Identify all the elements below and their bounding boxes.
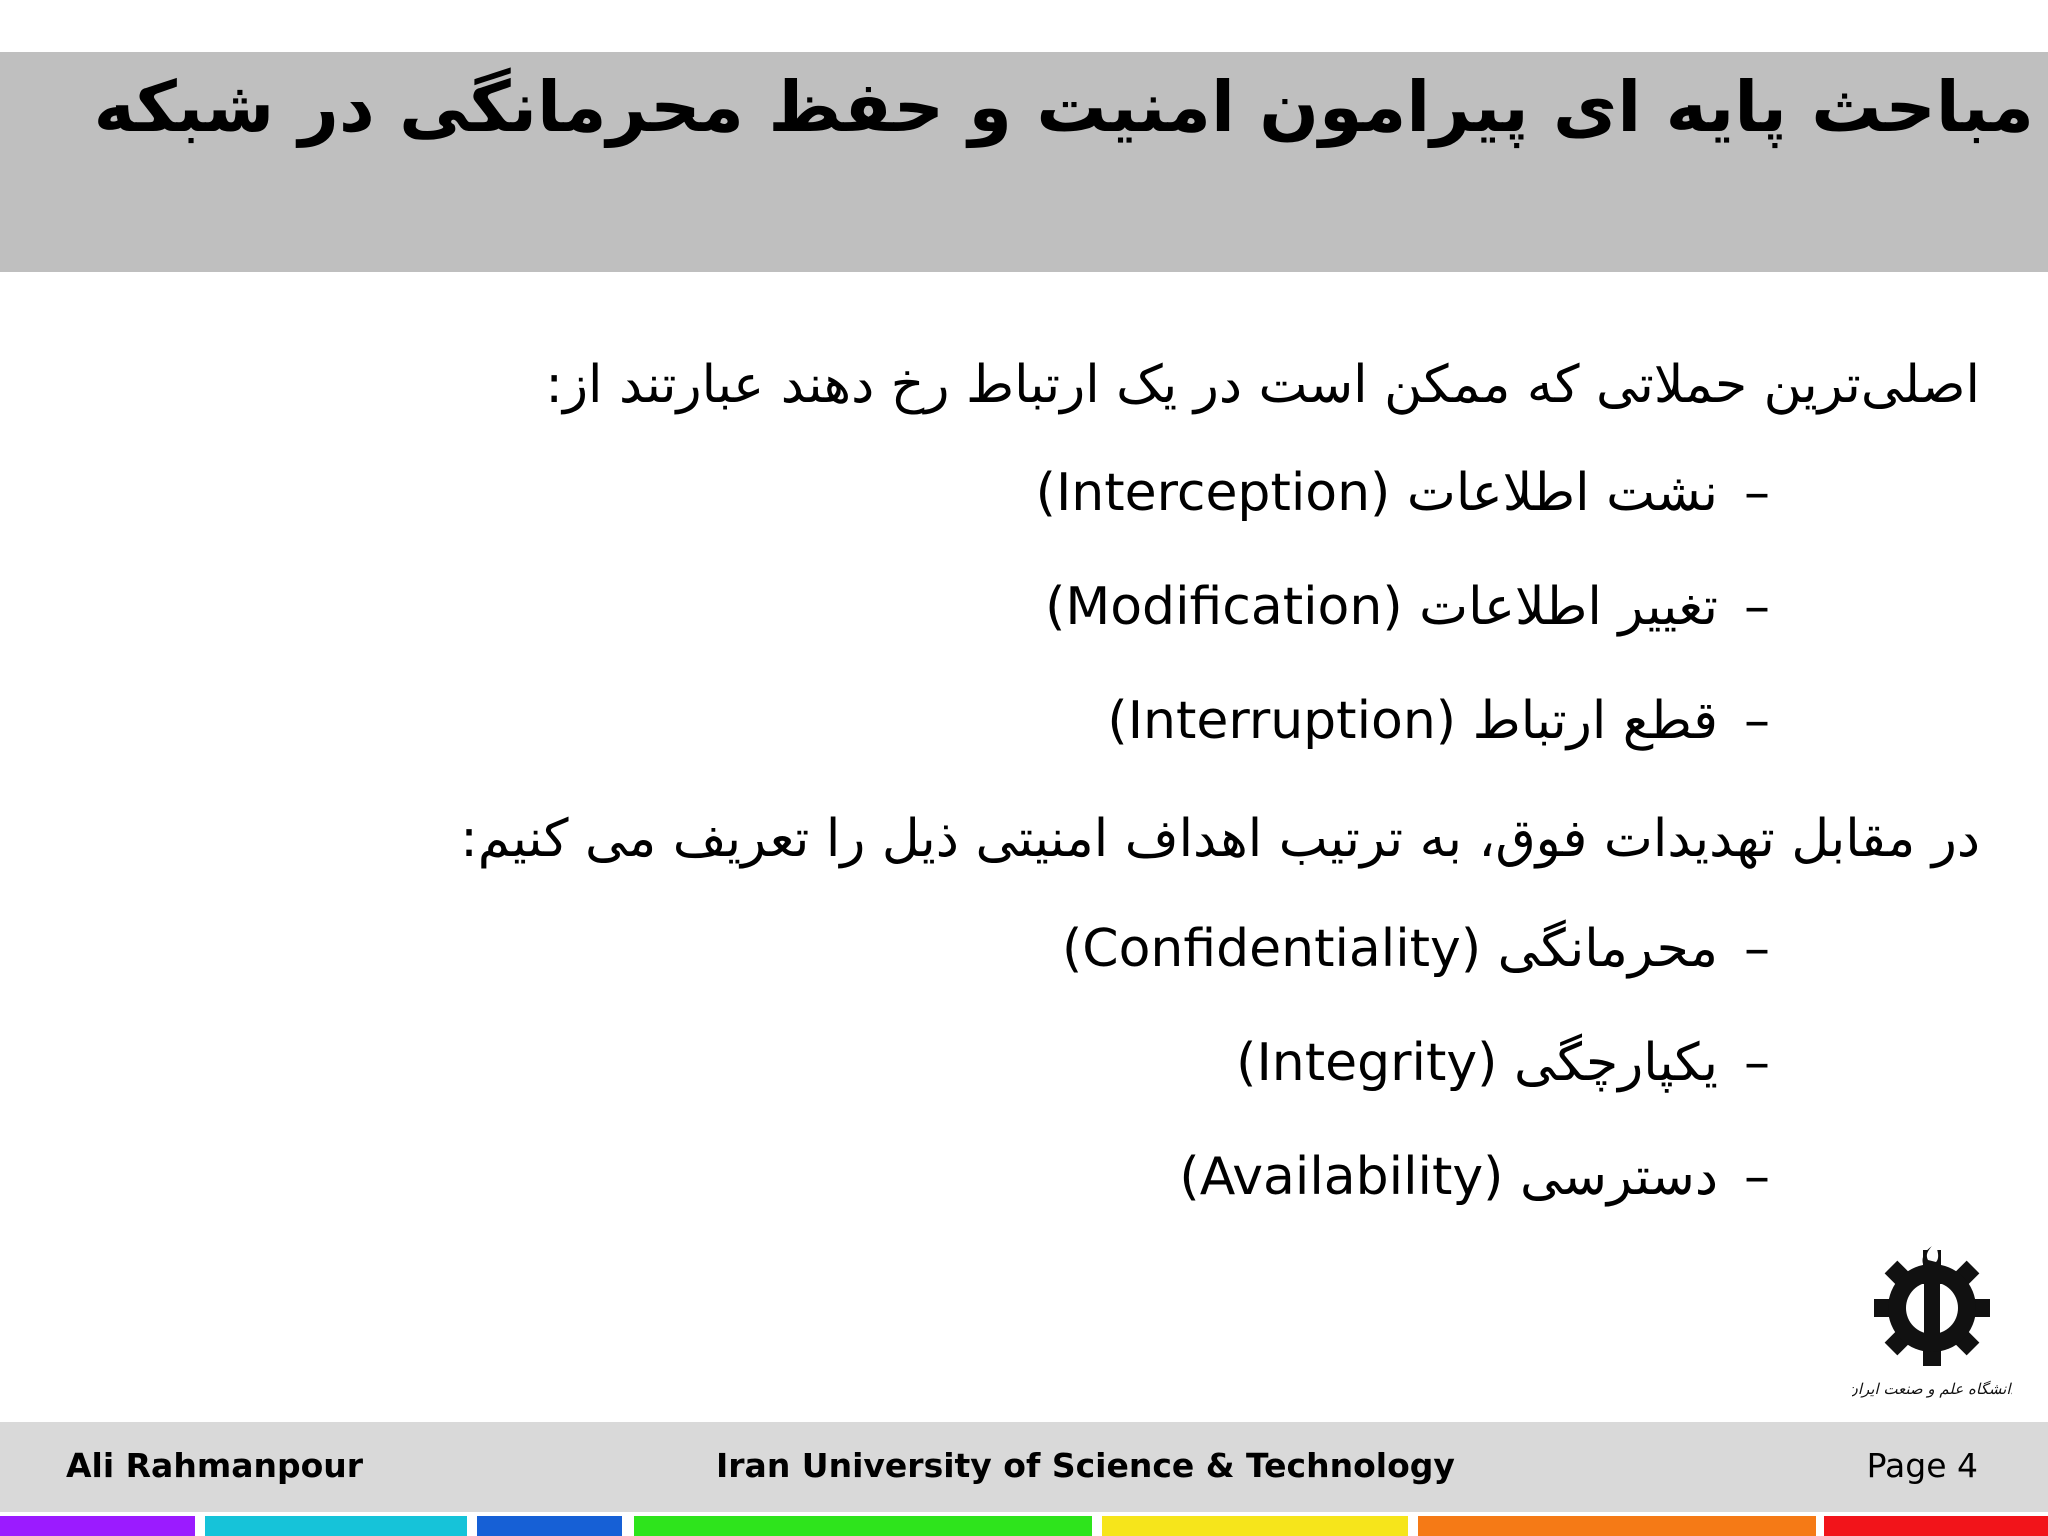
- color-stripe-bar: [0, 1516, 2048, 1536]
- slide-title: مباحث پایه ای پیرامون امنیت و حفظ محرمانگی در شبکه: [93, 66, 2034, 148]
- goal-item: [1062, 914, 1770, 984]
- university-logo: [1852, 1236, 2012, 1406]
- attack-item-label: قطع ارتباط (Interruption): [1107, 691, 1718, 751]
- color-stripe: [477, 1516, 622, 1536]
- attack-item-label: نشت اطلاعات (Interception): [1035, 463, 1718, 523]
- bullet-dash: –: [1744, 1147, 1770, 1207]
- attack-item: [1036, 458, 1770, 528]
- color-stripe: [1824, 1516, 2048, 1536]
- color-stripe: [205, 1516, 467, 1536]
- goal-item-label: محرمانگی (Confidentiality): [1061, 919, 1718, 979]
- goal-item-label: دسترسی (Availability): [1179, 1147, 1718, 1207]
- footer-university: Iran University of Science & Technology: [716, 1446, 1455, 1485]
- goal-item-label: یکپارچگی (Integrity): [1236, 1033, 1718, 1093]
- goals-intro: در مقابل تهدیدات فوق، به ترتیب اهداف امنیتی ذیل را تعریف می کنیم:: [460, 809, 1980, 869]
- logo-caption: دانشگاه علم و صنعت ایران: [1852, 1380, 2012, 1398]
- goal-item: [1236, 1028, 1770, 1098]
- color-stripe: [1418, 1516, 1816, 1536]
- attacks-intro: اصلی‌ترین حملاتی که ممکن است در یک ارتباط رخ دهند عبارتند از:: [545, 355, 1980, 415]
- goal-item: [1179, 1142, 1770, 1212]
- attack-item: [1045, 572, 1770, 642]
- bullet-dash: –: [1744, 691, 1770, 751]
- bullet-dash: –: [1744, 577, 1770, 637]
- bullet-dash: –: [1744, 919, 1770, 979]
- attack-item-label: تغییر اطلاعات (Modification): [1045, 577, 1718, 637]
- footer-author: Ali Rahmanpour: [66, 1446, 364, 1485]
- page-number: Page 4: [1866, 1446, 1978, 1485]
- color-stripe: [634, 1516, 1092, 1536]
- attack-item: [1107, 686, 1770, 756]
- color-stripe: [0, 1516, 195, 1536]
- color-stripe: [1102, 1516, 1408, 1536]
- university-gear-torch-logo-icon: [1852, 1236, 2012, 1406]
- bullet-dash: –: [1744, 1033, 1770, 1093]
- bullet-dash: –: [1744, 463, 1770, 523]
